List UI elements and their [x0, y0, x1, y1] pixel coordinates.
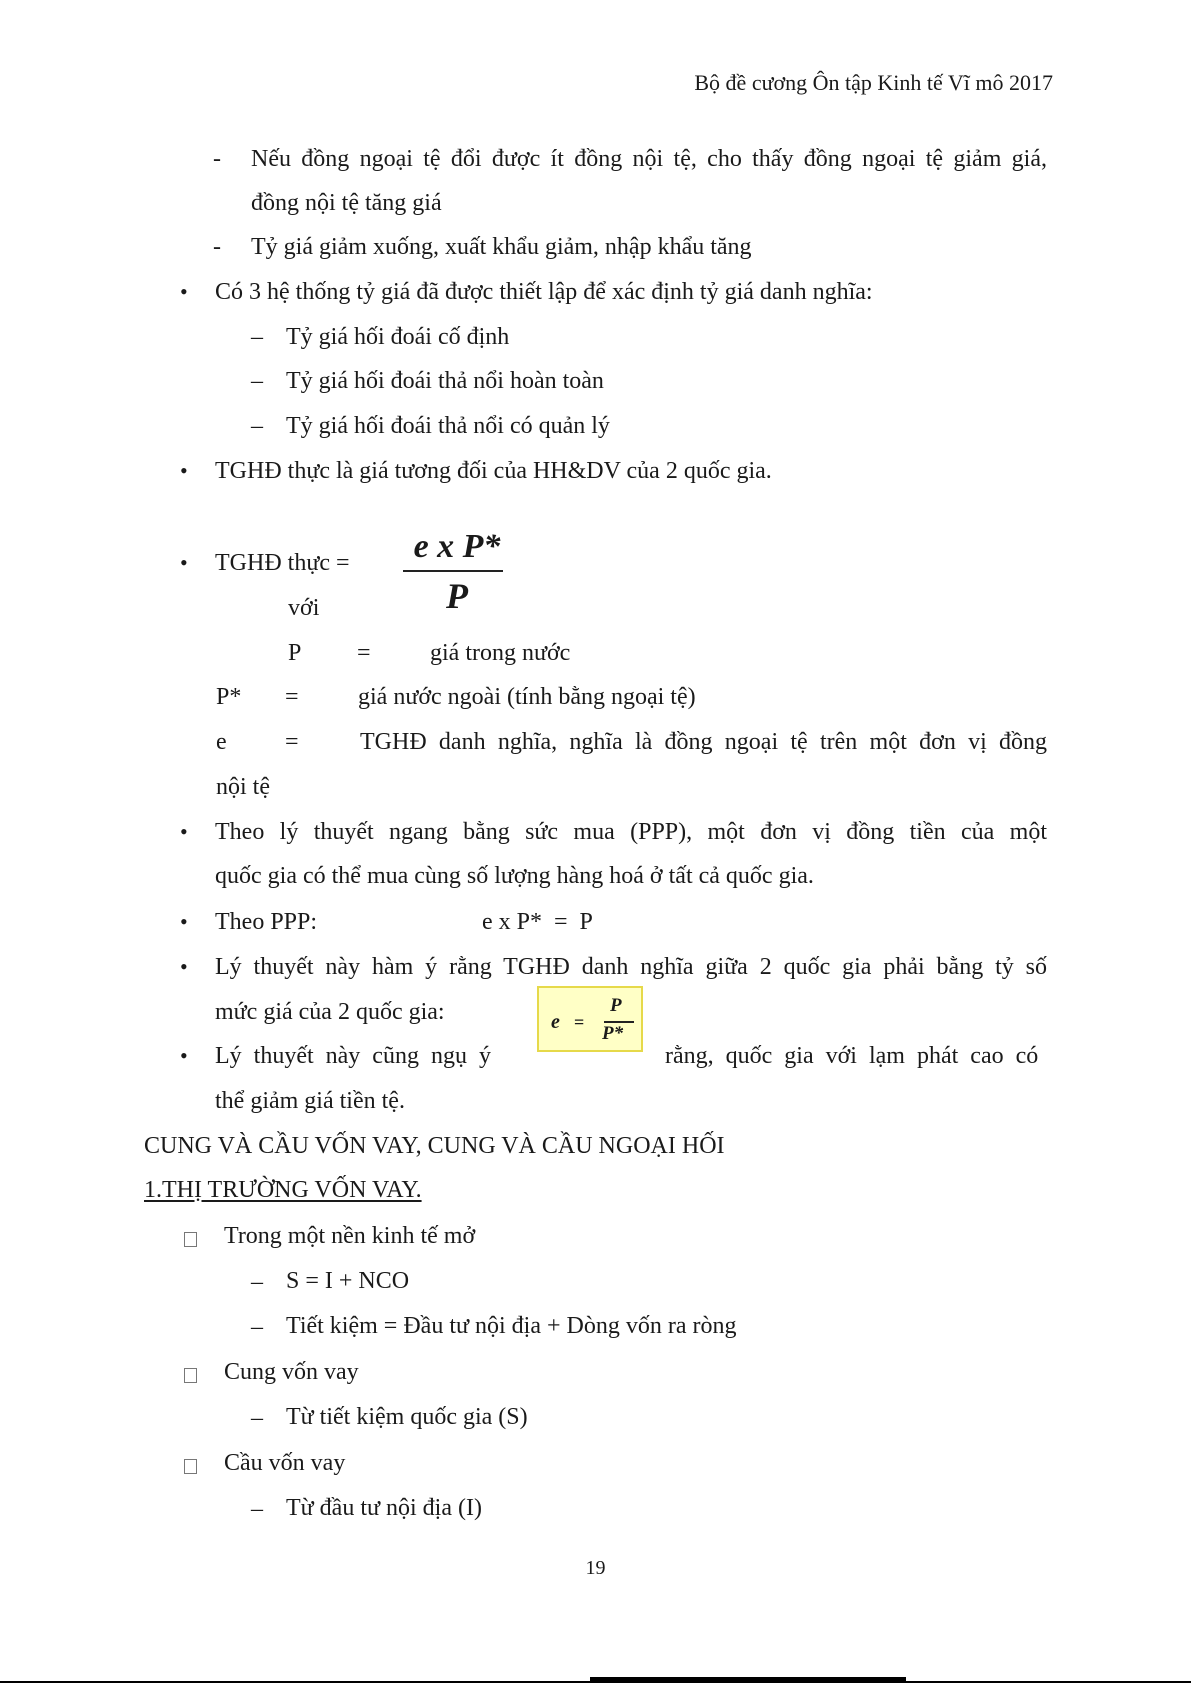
- def-symbol: P*: [216, 684, 242, 710]
- bullet-icon: •: [180, 550, 188, 575]
- bullet-icon: •: [180, 1043, 188, 1068]
- dash-icon: –: [251, 368, 263, 394]
- bottom-divider: [0, 1681, 1191, 1683]
- bullet-icon: •: [180, 954, 188, 979]
- text-line: đồng nội tệ tăng giá: [251, 190, 442, 216]
- bullet-icon: •: [180, 909, 188, 934]
- dash-icon: –: [251, 1269, 263, 1295]
- section-heading: CUNG VÀ CẦU VỐN VAY, CUNG VÀ CẦU NGOẠI HỐI: [144, 1133, 725, 1159]
- def-equals: =: [285, 684, 299, 710]
- subsection-heading: 1.THỊ TRƯỜNG VỐN VAY.: [144, 1177, 422, 1203]
- sub-item: Từ đầu tư nội địa (I): [286, 1495, 482, 1521]
- dash-icon: –: [251, 324, 263, 350]
- hyphen-marker: -: [213, 146, 221, 172]
- def-text: giá trong nước: [430, 640, 571, 666]
- formula-equals: =: [574, 1012, 585, 1032]
- text-line: mức giá của 2 quốc gia:: [215, 999, 445, 1025]
- text-line: với: [288, 595, 320, 621]
- text-line: thể giảm giá tiền tệ.: [215, 1088, 405, 1114]
- dash-icon: –: [251, 1496, 263, 1522]
- formula-denominator: P*: [602, 1023, 624, 1044]
- sub-item: Từ tiết kiệm quốc gia (S): [286, 1404, 528, 1430]
- bullet-text: Có 3 hệ thống tỷ giá đã được thiết lập để xác định tỷ giá danh nghĩa:: [215, 279, 873, 305]
- bullet-icon: •: [180, 279, 188, 304]
- bullet-icon: •: [180, 819, 188, 844]
- bullet-text: Theo lý thuyết ngang bằng sức mua (PPP), một đơn vị đồng tiền của một: [215, 819, 1047, 845]
- text-line: quốc gia có thể mua cùng số lượng hàng hoá ở tất cả quốc gia.: [215, 863, 814, 889]
- bullet-text: Lý thuyết này hàm ý rằng TGHĐ danh nghĩa giữa 2 quốc gia phải bằng tỷ số: [215, 954, 1047, 980]
- dash-icon: –: [251, 1314, 263, 1340]
- fraction-numerator: e x P*: [413, 528, 501, 565]
- page-number: 19: [585, 1557, 606, 1579]
- dash-icon: –: [251, 413, 263, 439]
- def-equals: =: [285, 729, 299, 755]
- ppp-formula: e x P* = P: [482, 909, 593, 935]
- square-bullet-icon: [184, 1228, 197, 1252]
- bullet-text: rằng, quốc gia với lạm phát cao có: [665, 1043, 1039, 1069]
- sub-item: Tỷ giá hối đoái thả nổi có quản lý: [286, 413, 610, 439]
- sub-item: Tiết kiệm = Đầu tư nội địa + Dòng vốn ra ròng: [286, 1313, 737, 1339]
- sub-item: Tỷ giá hối đoái cố định: [286, 324, 510, 350]
- def-text: giá nước ngoài (tính bằng ngoại tệ): [358, 684, 696, 710]
- def-symbol: e: [216, 729, 227, 755]
- def-text: TGHĐ danh nghĩa, nghĩa là đồng ngoại tệ trên một đơn vị đồng: [360, 729, 1047, 755]
- bullet-text: Theo PPP:: [215, 909, 318, 935]
- list-item: Cung vốn vay: [224, 1359, 359, 1385]
- bullet-text: TGHĐ thực =: [215, 550, 350, 576]
- square-bullet-icon: [184, 1455, 197, 1479]
- bullet-icon: •: [180, 458, 188, 483]
- text-line: nội tệ: [216, 774, 270, 800]
- bullet-text: Lý thuyết này cũng ngụ ý: [215, 1043, 491, 1069]
- formula-e: e: [551, 1011, 560, 1033]
- formula-numerator: P: [610, 995, 622, 1016]
- def-symbol: P: [288, 640, 302, 666]
- list-item: Cầu vốn vay: [224, 1450, 346, 1476]
- text-line: Tỷ giá giảm xuống, xuất khẩu giảm, nhập khẩu tăng: [251, 234, 752, 260]
- hyphen-marker: -: [213, 234, 221, 260]
- running-header: Bộ đề cương Ôn tập Kinh tế Vĩ mô 2017: [694, 70, 1053, 95]
- text-line: Nếu đồng ngoại tệ đổi được ít đồng nội tệ, cho thấy đồng ngoại tệ giảm giá,: [251, 146, 1047, 172]
- sub-item: Tỷ giá hối đoái thả nổi hoàn toàn: [286, 368, 604, 394]
- list-item: Trong một nền kinh tế mở: [224, 1223, 476, 1249]
- sub-item: S = I + NCO: [286, 1268, 410, 1294]
- ppp-formula-box: [537, 986, 643, 1052]
- fraction-bar: [403, 570, 503, 572]
- bottom-divider: [590, 1677, 906, 1681]
- bullet-text: TGHĐ thực là giá tương đối của HH&DV của 2 quốc gia.: [215, 458, 772, 484]
- fraction-denominator: P: [446, 576, 468, 616]
- square-bullet-icon: [184, 1364, 197, 1388]
- dash-icon: –: [251, 1405, 263, 1431]
- def-equals: =: [357, 640, 371, 666]
